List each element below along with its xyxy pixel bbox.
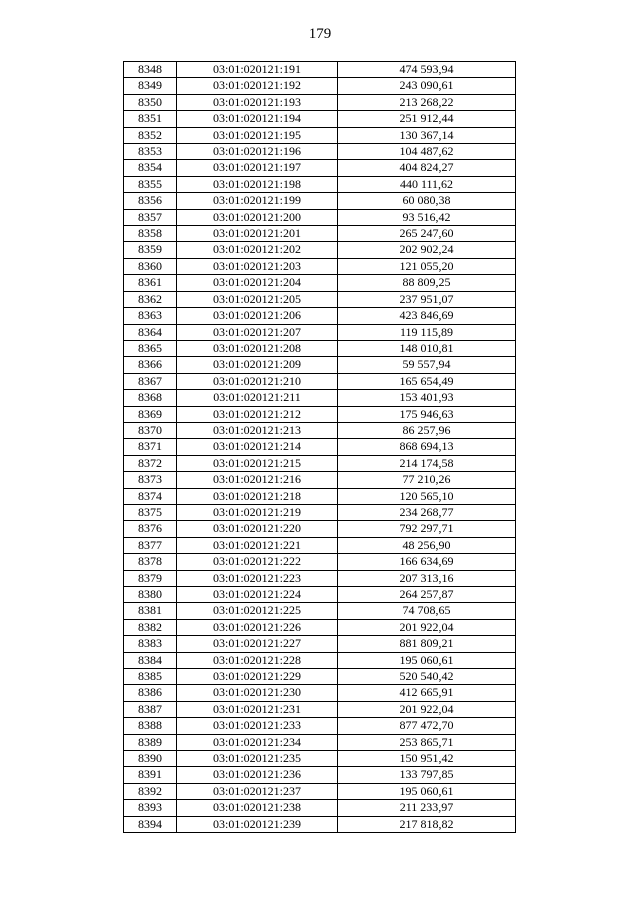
cadastral-value-cell: 86 257,96 bbox=[338, 422, 516, 438]
table-row bbox=[124, 94, 516, 110]
cadastral-value-cell: 148 010,81 bbox=[338, 340, 516, 356]
cadastral-number-cell: 03:01:020121:211 bbox=[177, 390, 338, 406]
table-row bbox=[124, 800, 516, 816]
cadastral-number-cell: 03:01:020121:214 bbox=[177, 439, 338, 455]
cadastral-number-cell: 03:01:020121:212 bbox=[177, 406, 338, 422]
table-row bbox=[124, 767, 516, 783]
cadastral-value-cell: 404 824,27 bbox=[338, 160, 516, 176]
cadastral-number-cell: 03:01:020121:205 bbox=[177, 291, 338, 307]
cadastral-number-cell: 03:01:020121:206 bbox=[177, 308, 338, 324]
row-number-cell: 8356 bbox=[124, 193, 177, 209]
table-row bbox=[124, 439, 516, 455]
row-number-cell: 8393 bbox=[124, 800, 177, 816]
table-row bbox=[124, 258, 516, 274]
cadastral-value-cell: 877 472,70 bbox=[338, 718, 516, 734]
row-number-cell: 8372 bbox=[124, 455, 177, 471]
table-row bbox=[124, 619, 516, 635]
table-row bbox=[124, 652, 516, 668]
row-number-cell: 8351 bbox=[124, 111, 177, 127]
cadastral-number-cell: 03:01:020121:239 bbox=[177, 816, 338, 832]
cadastral-number-cell: 03:01:020121:236 bbox=[177, 767, 338, 783]
table-row bbox=[124, 816, 516, 832]
table-row bbox=[124, 144, 516, 160]
cadastral-value-cell: 166 634,69 bbox=[338, 554, 516, 570]
table-row bbox=[124, 209, 516, 225]
cadastral-number-cell: 03:01:020121:226 bbox=[177, 619, 338, 635]
row-number-cell: 8382 bbox=[124, 619, 177, 635]
row-number-cell: 8385 bbox=[124, 669, 177, 685]
row-number-cell: 8350 bbox=[124, 94, 177, 110]
cadastral-value-cell: 60 080,38 bbox=[338, 193, 516, 209]
table-row bbox=[124, 537, 516, 553]
row-number-cell: 8378 bbox=[124, 554, 177, 570]
cadastral-number-cell: 03:01:020121:231 bbox=[177, 701, 338, 717]
cadastral-number-cell: 03:01:020121:225 bbox=[177, 603, 338, 619]
table-row bbox=[124, 160, 516, 176]
cadastral-value-cell: 474 593,94 bbox=[338, 62, 516, 78]
cadastral-number-cell: 03:01:020121:198 bbox=[177, 176, 338, 192]
table-row bbox=[124, 357, 516, 373]
row-number-cell: 8373 bbox=[124, 472, 177, 488]
cadastral-value-cell: 868 694,13 bbox=[338, 439, 516, 455]
cadastral-value-cell: 217 818,82 bbox=[338, 816, 516, 832]
cadastral-number-cell: 03:01:020121:209 bbox=[177, 357, 338, 373]
cadastral-number-cell: 03:01:020121:224 bbox=[177, 587, 338, 603]
cadastral-value-cell: 130 367,14 bbox=[338, 127, 516, 143]
cadastral-value-cell: 423 846,69 bbox=[338, 308, 516, 324]
cadastral-number-cell: 03:01:020121:228 bbox=[177, 652, 338, 668]
row-number-cell: 8380 bbox=[124, 587, 177, 603]
row-number-cell: 8348 bbox=[124, 62, 177, 78]
table-row bbox=[124, 734, 516, 750]
cadastral-value-cell: 202 902,24 bbox=[338, 242, 516, 258]
row-number-cell: 8374 bbox=[124, 488, 177, 504]
table-row bbox=[124, 275, 516, 291]
row-number-cell: 8358 bbox=[124, 226, 177, 242]
cadastral-number-cell: 03:01:020121:201 bbox=[177, 226, 338, 242]
table-row bbox=[124, 340, 516, 356]
row-number-cell: 8362 bbox=[124, 291, 177, 307]
table-row bbox=[124, 78, 516, 94]
row-number-cell: 8354 bbox=[124, 160, 177, 176]
cadastral-value-cell: 881 809,21 bbox=[338, 636, 516, 652]
table-body bbox=[124, 62, 516, 833]
table-row bbox=[124, 242, 516, 258]
cadastral-value-cell: 243 090,61 bbox=[338, 78, 516, 94]
cadastral-value-cell: 211 233,97 bbox=[338, 800, 516, 816]
row-number-cell: 8388 bbox=[124, 718, 177, 734]
cadastral-value-cell: 121 055,20 bbox=[338, 258, 516, 274]
page-number: 179 bbox=[308, 26, 332, 42]
row-number-cell: 8377 bbox=[124, 537, 177, 553]
table-row bbox=[124, 701, 516, 717]
cadastral-number-cell: 03:01:020121:227 bbox=[177, 636, 338, 652]
cadastral-number-cell: 03:01:020121:222 bbox=[177, 554, 338, 570]
cadastral-value-cell: 150 951,42 bbox=[338, 751, 516, 767]
row-number-cell: 8392 bbox=[124, 783, 177, 799]
table-row bbox=[124, 422, 516, 438]
table-row bbox=[124, 226, 516, 242]
cadastral-value-cell: 207 313,16 bbox=[338, 570, 516, 586]
row-number-cell: 8349 bbox=[124, 78, 177, 94]
row-number-cell: 8369 bbox=[124, 406, 177, 422]
row-number-cell: 8387 bbox=[124, 701, 177, 717]
cadastral-number-cell: 03:01:020121:210 bbox=[177, 373, 338, 389]
cadastral-value-cell: 104 487,62 bbox=[338, 144, 516, 160]
cadastral-number-cell: 03:01:020121:223 bbox=[177, 570, 338, 586]
cadastral-value-cell: 120 565,10 bbox=[338, 488, 516, 504]
cadastral-value-cell: 195 060,61 bbox=[338, 783, 516, 799]
cadastral-value-table bbox=[123, 61, 516, 833]
cadastral-number-cell: 03:01:020121:193 bbox=[177, 94, 338, 110]
table-row bbox=[124, 685, 516, 701]
table-row bbox=[124, 127, 516, 143]
row-number-cell: 8366 bbox=[124, 357, 177, 373]
row-number-cell: 8363 bbox=[124, 308, 177, 324]
row-number-cell: 8383 bbox=[124, 636, 177, 652]
table-row bbox=[124, 783, 516, 799]
table-row bbox=[124, 455, 516, 471]
cadastral-number-cell: 03:01:020121:218 bbox=[177, 488, 338, 504]
cadastral-value-cell: 88 809,25 bbox=[338, 275, 516, 291]
table-row bbox=[124, 521, 516, 537]
cadastral-value-cell: 195 060,61 bbox=[338, 652, 516, 668]
table-row bbox=[124, 751, 516, 767]
cadastral-number-cell: 03:01:020121:199 bbox=[177, 193, 338, 209]
cadastral-number-cell: 03:01:020121:197 bbox=[177, 160, 338, 176]
table-row bbox=[124, 603, 516, 619]
table-row bbox=[124, 176, 516, 192]
row-number-cell: 8370 bbox=[124, 422, 177, 438]
cadastral-value-cell: 48 256,90 bbox=[338, 537, 516, 553]
cadastral-value-cell: 412 665,91 bbox=[338, 685, 516, 701]
cadastral-value-cell: 440 111,62 bbox=[338, 176, 516, 192]
cadastral-value-cell: 74 708,65 bbox=[338, 603, 516, 619]
cadastral-number-cell: 03:01:020121:208 bbox=[177, 340, 338, 356]
row-number-cell: 8386 bbox=[124, 685, 177, 701]
row-number-cell: 8361 bbox=[124, 275, 177, 291]
row-number-cell: 8371 bbox=[124, 439, 177, 455]
table-row bbox=[124, 504, 516, 520]
table-row bbox=[124, 472, 516, 488]
cadastral-value-cell: 201 922,04 bbox=[338, 701, 516, 717]
cadastral-value-cell: 119 115,89 bbox=[338, 324, 516, 340]
cadastral-number-cell: 03:01:020121:213 bbox=[177, 422, 338, 438]
row-number-cell: 8364 bbox=[124, 324, 177, 340]
cadastral-number-cell: 03:01:020121:192 bbox=[177, 78, 338, 94]
row-number-cell: 8359 bbox=[124, 242, 177, 258]
cadastral-value-cell: 153 401,93 bbox=[338, 390, 516, 406]
cadastral-value-cell: 165 654,49 bbox=[338, 373, 516, 389]
cadastral-number-cell: 03:01:020121:202 bbox=[177, 242, 338, 258]
table-row bbox=[124, 291, 516, 307]
cadastral-number-cell: 03:01:020121:215 bbox=[177, 455, 338, 471]
row-number-cell: 8360 bbox=[124, 258, 177, 274]
row-number-cell: 8367 bbox=[124, 373, 177, 389]
cadastral-number-cell: 03:01:020121:216 bbox=[177, 472, 338, 488]
cadastral-value-cell: 77 210,26 bbox=[338, 472, 516, 488]
cadastral-number-cell: 03:01:020121:200 bbox=[177, 209, 338, 225]
table-row bbox=[124, 587, 516, 603]
cadastral-value-cell: 234 268,77 bbox=[338, 504, 516, 520]
cadastral-value-cell: 201 922,04 bbox=[338, 619, 516, 635]
table-row bbox=[124, 390, 516, 406]
cadastral-value-cell: 520 540,42 bbox=[338, 669, 516, 685]
row-number-cell: 8352 bbox=[124, 127, 177, 143]
cadastral-value-cell: 213 268,22 bbox=[338, 94, 516, 110]
table-row bbox=[124, 570, 516, 586]
cadastral-value-cell: 237 951,07 bbox=[338, 291, 516, 307]
row-number-cell: 8384 bbox=[124, 652, 177, 668]
cadastral-number-cell: 03:01:020121:234 bbox=[177, 734, 338, 750]
cadastral-number-cell: 03:01:020121:204 bbox=[177, 275, 338, 291]
cadastral-number-cell: 03:01:020121:196 bbox=[177, 144, 338, 160]
row-number-cell: 8376 bbox=[124, 521, 177, 537]
cadastral-value-cell: 133 797,85 bbox=[338, 767, 516, 783]
cadastral-value-cell: 264 257,87 bbox=[338, 587, 516, 603]
cadastral-number-cell: 03:01:020121:220 bbox=[177, 521, 338, 537]
table-row bbox=[124, 62, 516, 78]
cadastral-number-cell: 03:01:020121:207 bbox=[177, 324, 338, 340]
cadastral-value-cell: 93 516,42 bbox=[338, 209, 516, 225]
table-row bbox=[124, 554, 516, 570]
cadastral-value-cell: 253 865,71 bbox=[338, 734, 516, 750]
table-row bbox=[124, 406, 516, 422]
cadastral-value-cell: 265 247,60 bbox=[338, 226, 516, 242]
cadastral-number-cell: 03:01:020121:233 bbox=[177, 718, 338, 734]
table-row bbox=[124, 193, 516, 209]
row-number-cell: 8355 bbox=[124, 176, 177, 192]
table-row bbox=[124, 324, 516, 340]
cadastral-number-cell: 03:01:020121:229 bbox=[177, 669, 338, 685]
table-row bbox=[124, 488, 516, 504]
row-number-cell: 8379 bbox=[124, 570, 177, 586]
table-row bbox=[124, 636, 516, 652]
cadastral-number-cell: 03:01:020121:195 bbox=[177, 127, 338, 143]
table-row bbox=[124, 308, 516, 324]
cadastral-number-cell: 03:01:020121:230 bbox=[177, 685, 338, 701]
table-row bbox=[124, 373, 516, 389]
row-number-cell: 8353 bbox=[124, 144, 177, 160]
cadastral-value-cell: 792 297,71 bbox=[338, 521, 516, 537]
row-number-cell: 8375 bbox=[124, 504, 177, 520]
cadastral-number-cell: 03:01:020121:191 bbox=[177, 62, 338, 78]
row-number-cell: 8391 bbox=[124, 767, 177, 783]
cadastral-number-cell: 03:01:020121:194 bbox=[177, 111, 338, 127]
table-row bbox=[124, 669, 516, 685]
cadastral-number-cell: 03:01:020121:219 bbox=[177, 504, 338, 520]
cadastral-value-cell: 59 557,94 bbox=[338, 357, 516, 373]
table-row bbox=[124, 718, 516, 734]
cadastral-value-cell: 214 174,58 bbox=[338, 455, 516, 471]
row-number-cell: 8390 bbox=[124, 751, 177, 767]
cadastral-number-cell: 03:01:020121:235 bbox=[177, 751, 338, 767]
cadastral-number-cell: 03:01:020121:221 bbox=[177, 537, 338, 553]
cadastral-number-cell: 03:01:020121:203 bbox=[177, 258, 338, 274]
cadastral-number-cell: 03:01:020121:238 bbox=[177, 800, 338, 816]
row-number-cell: 8368 bbox=[124, 390, 177, 406]
row-number-cell: 8357 bbox=[124, 209, 177, 225]
row-number-cell: 8381 bbox=[124, 603, 177, 619]
row-number-cell: 8365 bbox=[124, 340, 177, 356]
row-number-cell: 8394 bbox=[124, 816, 177, 832]
table-row bbox=[124, 111, 516, 127]
cadastral-value-cell: 251 912,44 bbox=[338, 111, 516, 127]
row-number-cell: 8389 bbox=[124, 734, 177, 750]
cadastral-number-cell: 03:01:020121:237 bbox=[177, 783, 338, 799]
cadastral-value-cell: 175 946,63 bbox=[338, 406, 516, 422]
